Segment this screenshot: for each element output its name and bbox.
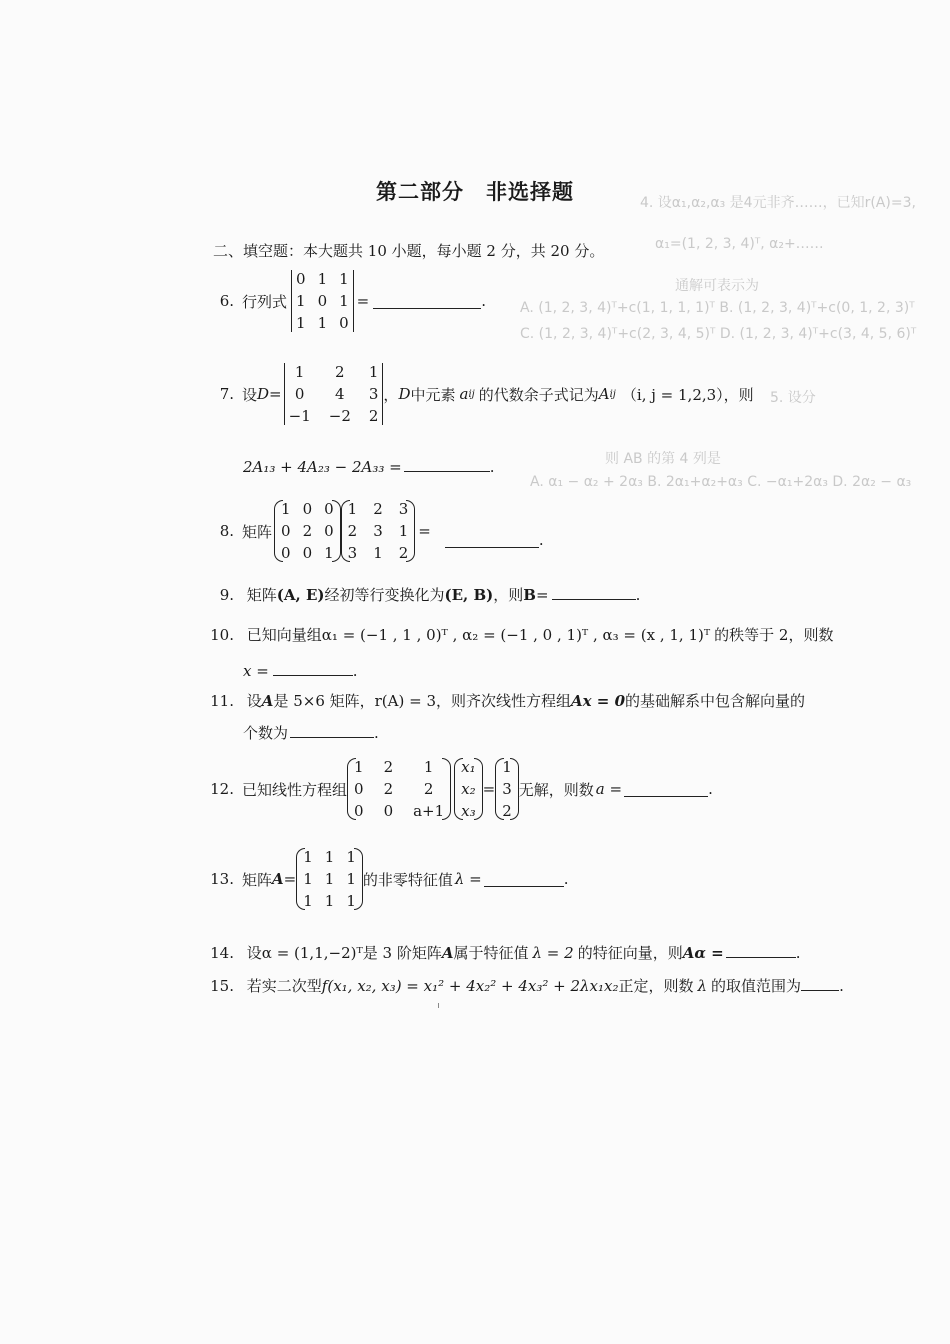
matrix-entry: 3 — [347, 544, 358, 562]
text: 的取值范围为 — [711, 977, 802, 995]
matrix-entry: 1 — [324, 544, 334, 562]
matrix-entry: 0 — [296, 270, 306, 288]
determinant — [291, 270, 354, 332]
matrix-right — [341, 500, 416, 562]
matrix-left — [274, 500, 341, 562]
question-number: 11. — [210, 692, 234, 710]
question-prefix: 设 — [242, 385, 258, 404]
lambda: λ = 2 — [532, 944, 574, 962]
page-title — [0, 176, 950, 206]
bleed-line: A. α₁ − α₂ + 2α₃ B. 2α₁+α₂+α₃ C. −α₁+2α₃ D. 2α₂ − α₃ — [530, 474, 912, 490]
equals-sign: = — [535, 586, 549, 604]
symbol-A: A — [598, 385, 610, 403]
question-7 — [214, 363, 754, 425]
coefficient-matrix — [347, 758, 451, 820]
period: . — [538, 531, 544, 549]
question-12 — [206, 758, 713, 820]
matrix-entry: 1 — [324, 848, 335, 866]
period: . — [374, 724, 379, 742]
question-number: 8. — [219, 522, 234, 540]
matrix-entry: 1 — [317, 314, 328, 332]
bleed-line: C. (1, 2, 3, 4)ᵀ+c(2, 3, 4, 5)ᵀ D. (1, 2, 3, 4)ᵀ+c(3, 4, 5, 6)ᵀ — [520, 326, 917, 342]
matrix-entry: 1 — [346, 848, 356, 866]
answer-blank[interactable] — [484, 872, 564, 887]
matrix-entry: 1 — [296, 292, 306, 310]
matrix-A: A — [261, 692, 274, 710]
matrix-entry: 2 — [335, 363, 345, 381]
equation-Ax0: Ax = 0 — [571, 692, 626, 710]
question-label: 矩阵 — [242, 522, 273, 541]
text: 设 — [246, 944, 262, 962]
matrix-B: B — [523, 586, 536, 604]
matrix-entry: 0 — [354, 802, 364, 820]
question-7-line2 — [243, 457, 495, 476]
answer-blank[interactable] — [290, 723, 374, 738]
matrix-AE: (A, E) — [276, 586, 325, 604]
period: . — [489, 458, 495, 476]
equals-sign: = — [269, 385, 282, 403]
matrix — [296, 848, 363, 910]
matrix-entry: 2 — [302, 522, 313, 540]
matrix-entry: −1 — [288, 407, 311, 425]
period: . — [563, 870, 569, 888]
question-number: 15. — [210, 977, 234, 995]
matrix-entry: 0 — [302, 544, 313, 562]
question-number: 12. — [210, 780, 234, 798]
matrix-entry: 1 — [346, 892, 356, 910]
matrix-entry: 2 — [502, 802, 512, 820]
answer-blank[interactable] — [552, 585, 636, 600]
matrix-entry: 1 — [303, 892, 313, 910]
matrix-A: A — [441, 944, 454, 962]
question-number: 10. — [210, 626, 234, 644]
subscript: ij — [468, 388, 475, 400]
text: 的非零特征值 — [362, 870, 453, 889]
question-10 — [206, 624, 833, 645]
question-label: 矩阵 — [242, 870, 273, 889]
matrix-entry: 2 — [368, 407, 379, 425]
text: ，则 — [493, 586, 524, 604]
vector-alpha: α = (1,1,−2)ᵀ — [261, 944, 363, 962]
matrix-entry: 1 — [303, 870, 313, 888]
question-9 — [214, 584, 640, 605]
symbol-a: a — [459, 385, 469, 403]
matrix-entry: 1 — [423, 758, 434, 776]
matrix-entry: a+1 — [413, 802, 445, 820]
matrix-entry: 3 — [398, 500, 409, 518]
text: 无解，则数 — [518, 780, 594, 799]
matrix-entry: 1 — [324, 870, 335, 888]
matrix-entry: 1 — [317, 270, 328, 288]
index-range: （i, j = 1,2,3），则 — [621, 385, 754, 404]
matrix-entry: 1 — [296, 314, 306, 332]
matrix-entry: 0 — [324, 500, 334, 518]
question-13 — [206, 848, 569, 910]
matrix-entry: 1 — [398, 522, 409, 540]
expression: 2A₁₃ + 4A₂₃ − 2A₃₃ = — [243, 458, 402, 476]
matrix-entry: 0 — [302, 500, 313, 518]
lambda: λ = — [454, 870, 482, 888]
matrix-entry: 1 — [281, 500, 291, 518]
title-part2: 非选择题 — [486, 180, 574, 204]
equals-sign: = — [283, 870, 297, 888]
text: 矩阵 — [246, 586, 277, 604]
unknown-vector — [454, 758, 482, 820]
text: 经初等行变换化为 — [324, 586, 445, 604]
bleed-line: 5. 设分 — [770, 390, 816, 406]
matrix-entry: 3 — [368, 385, 379, 403]
lambda: λ — [697, 977, 708, 995]
period: . — [635, 586, 641, 604]
answer-blank[interactable] — [726, 943, 796, 958]
question-14 — [206, 942, 800, 963]
stray-mark — [438, 1003, 439, 1008]
equals-sign: = — [356, 292, 370, 310]
period: . — [481, 292, 487, 310]
question-10-line2 — [243, 661, 358, 680]
question-number: 13. — [210, 870, 234, 888]
answer-blank[interactable] — [404, 457, 490, 472]
matrix-entry: 0 — [354, 780, 364, 798]
text: 的秩等于 2，则数 — [714, 626, 834, 644]
period: . — [708, 780, 713, 798]
product-A-alpha: Aα = — [682, 944, 724, 962]
matrix-entry: 0 — [383, 802, 394, 820]
question-number: 14. — [210, 944, 234, 962]
variable-a: a = — [595, 780, 623, 798]
matrix-entry: −2 — [328, 407, 351, 425]
matrix-entry: 1 — [354, 758, 364, 776]
answer-blank[interactable] — [273, 661, 353, 676]
period: . — [839, 977, 844, 995]
matrix-entry: 0 — [281, 522, 291, 540]
symbol-D: D — [257, 385, 270, 403]
matrix-entry: 0 — [281, 544, 291, 562]
matrix-entry: 1 — [339, 292, 349, 310]
answer-blank[interactable] — [445, 533, 539, 548]
text: 的特征向量，则 — [577, 944, 683, 962]
question-15 — [206, 975, 844, 996]
answer-blank[interactable] — [624, 782, 708, 797]
text: 设 — [246, 692, 262, 710]
bleed-line: α₁=(1, 2, 3, 4)ᵀ, α₂+…… — [655, 236, 824, 252]
matrix-entry: 2 — [398, 544, 409, 562]
matrix-entry: 0 — [317, 292, 328, 310]
text: 是 3 阶矩阵 — [362, 944, 442, 962]
text: 正定，则数 — [618, 977, 694, 995]
period: . — [352, 662, 358, 680]
matrix-entry: 1 — [502, 758, 512, 776]
question-11-line2 — [243, 722, 379, 743]
matrix-entry: 4 — [335, 385, 345, 403]
matrix-entry: 2 — [423, 780, 434, 798]
matrix-entry: x₁ — [461, 758, 476, 776]
matrix-EB: (E, B) — [444, 586, 494, 604]
quadratic-form: f(x₁, x₂, x₃) = x₁² + 4x₂² + 4x₃² + 2λx₁x₂ — [321, 977, 619, 995]
matrix-entry: 1 — [346, 870, 356, 888]
matrix-entry: 1 — [347, 500, 358, 518]
period: . — [795, 944, 801, 962]
bleed-line: 则 AB 的第 4 列是 — [605, 451, 721, 467]
question-number: 7. — [219, 385, 234, 403]
symbol-D: D — [398, 385, 411, 403]
matrix-entry: 0 — [294, 385, 305, 403]
question-number: 6. — [219, 292, 234, 310]
bleed-line: 通解可表示为 — [675, 278, 759, 294]
question-11 — [206, 690, 805, 711]
text: 是 5×6 矩阵，r(A) = 3，则齐次线性方程组 — [273, 692, 571, 710]
matrix-entry: 3 — [502, 780, 512, 798]
matrix-entry: 2 — [373, 500, 383, 518]
text: 的代数余子式记为 — [478, 385, 599, 404]
matrix-entry: 1 — [324, 892, 335, 910]
bleed-line: A. (1, 2, 3, 4)ᵀ+c(1, 1, 1, 1)ᵀ B. (1, 2, 3, 4)ᵀ+c(0, 1, 2, 3)ᵀ — [520, 300, 915, 316]
comma: ， — [383, 385, 399, 404]
text: 中元素 — [410, 385, 456, 404]
matrix-entry: x₃ — [461, 802, 476, 820]
section-header: 二、填空题：本大题共 10 小题，每小题 2 分，共 20 分。 — [213, 242, 605, 260]
determinant — [284, 363, 384, 425]
title-part1: 第二部分 — [376, 180, 464, 204]
constant-vector — [495, 758, 519, 820]
text: 属于特征值 — [453, 944, 529, 962]
question-6 — [214, 270, 486, 332]
text: 已知向量组 — [246, 626, 322, 644]
matrix-entry: x₂ — [461, 780, 476, 798]
question-8 — [214, 500, 544, 562]
question-number: 9. — [219, 586, 234, 604]
matrix-entry: 2 — [383, 780, 394, 798]
answer-blank[interactable] — [801, 976, 839, 991]
text: 若实二次型 — [246, 977, 322, 995]
matrix-entry: 0 — [324, 522, 334, 540]
text: 个数为 — [243, 724, 289, 742]
equals-sign: = — [482, 780, 496, 798]
matrix-A: A — [272, 870, 284, 888]
matrix-entry: 1 — [294, 363, 305, 381]
text: 的基础解系中包含解向量的 — [625, 692, 806, 710]
question-label: 已知线性方程组 — [242, 780, 348, 799]
vector-set: α₁ = (−1 , 1 , 0)ᵀ , α₂ = (−1 , 0 , 1)ᵀ , α₃ = (x , 1, 1)ᵀ — [321, 626, 711, 644]
question-label: 行列式 — [242, 292, 288, 311]
matrix-entry: 1 — [303, 848, 313, 866]
matrix-entry: 1 — [373, 544, 383, 562]
equals-sign: = — [418, 522, 431, 540]
bleed-line: 4. 设α₁,α₂,α₃ 是4元非齐……，已知r(A)=3, — [640, 195, 916, 211]
answer-blank[interactable] — [373, 294, 481, 309]
matrix-entry: 3 — [373, 522, 383, 540]
subscript: ij — [609, 388, 616, 400]
variable-x: x = — [243, 662, 269, 680]
matrix-entry: 2 — [383, 758, 394, 776]
matrix-entry: 1 — [339, 270, 349, 288]
matrix-entry: 1 — [368, 363, 379, 381]
matrix-entry: 2 — [347, 522, 358, 540]
matrix-entry: 0 — [339, 314, 349, 332]
